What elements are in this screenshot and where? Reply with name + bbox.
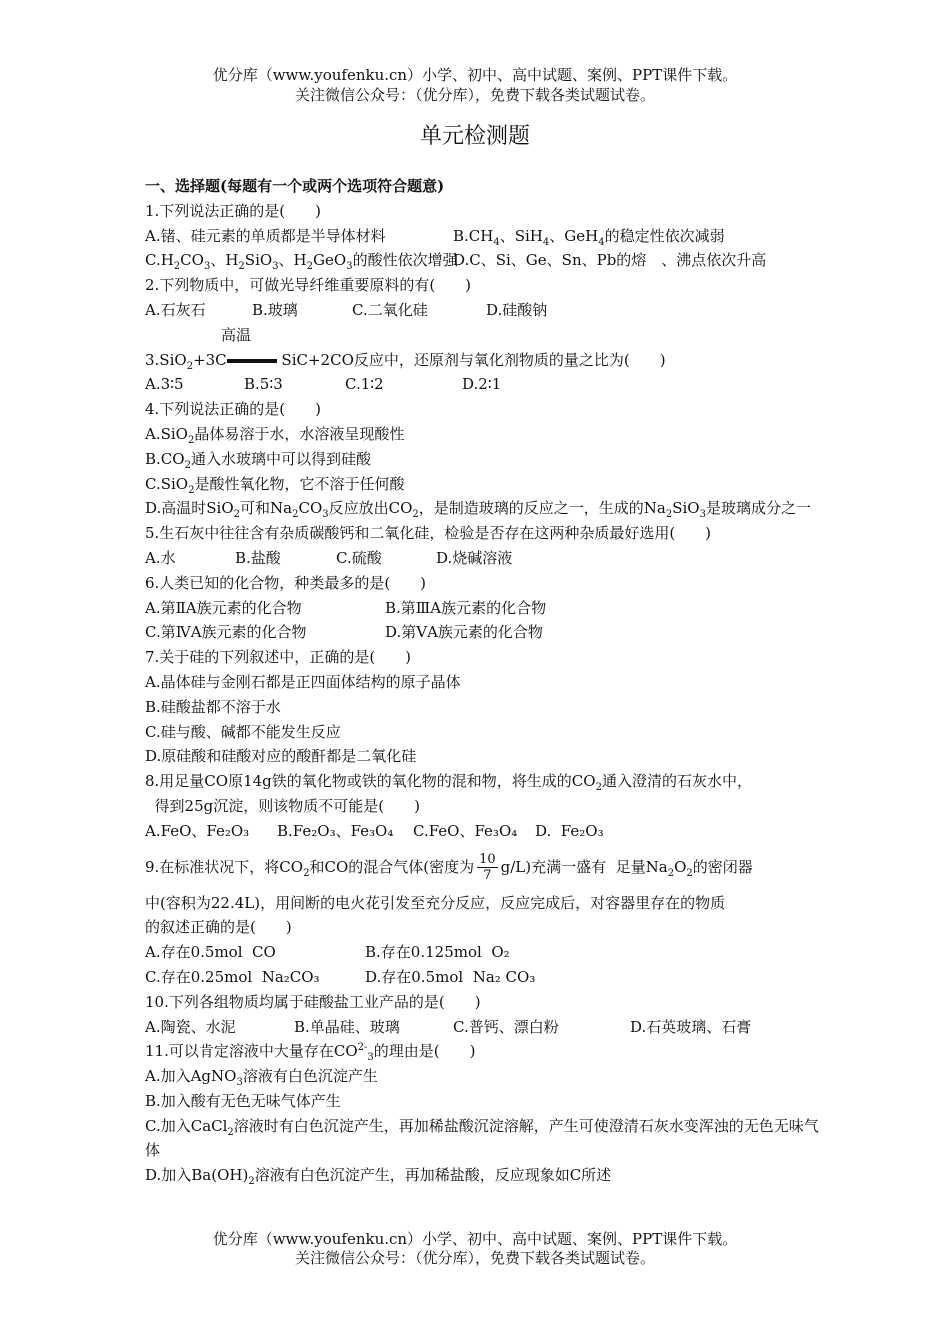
q11-option-a: A.加入AgNO$_3$溶液有白色沉淀产生 [145,1067,378,1089]
q1-options-cd [145,248,825,273]
q6-options-ab [145,596,825,621]
q9-stem-line-3: 的叙述正确的是( ) [145,918,292,937]
density-fraction: $\frac{10}{7}$ [479,852,496,884]
q2-options [145,298,825,323]
q9-stem-line-2: 中(容积为22.4L)，用间断的电火花引发至充分反应，反应完成后，对容器里存在的物质 [145,893,726,912]
q4-option-d: D.高温时SiO$_2$可和$Na_2CO_3$反应放出$CO_2$，是制造玻璃的反应之一，生成的$Na_2SiO_3$是玻璃成分之一 [145,499,811,521]
q5-option-b: B.盐酸 [235,548,281,567]
q6-option-c: C.第ⅣA族元素的化合物 [145,623,307,642]
q6-stem: 6.人类已知的化合物，种类最多的是( ) [145,573,427,592]
q1-stem: 1.下列说法正确的是( ) [145,201,322,220]
q6-option-d: D.第ⅤA族元素的化合物 [385,623,543,642]
q8-options [145,819,825,844]
q1-option-a: A.锗、硅元素的单质都是半导体材料 [145,226,386,245]
q3-reaction-condition: 高温 [221,325,252,344]
q11-option-d: D.加入$Ba(OH)_2$溶液有白色沉淀产生，再加稀盐酸，反应现象如C所述 [145,1166,612,1188]
q1-options-ab [145,224,825,249]
q1-option-b: $B.CH_4$、SiH$_4$、GeH$_4$的稳定性依次减弱 [453,226,725,248]
q10-stem: 10.下列各组物质均属于硅酸盐工业产品的是( ) [145,992,481,1011]
q7-option-d: D.原硅酸和硅酸对应的酸酐都是二氧化硅 [145,747,417,766]
q9-options-cd [145,965,825,990]
q7-option-a: A.晶体硅与金刚石都是正四面体结构的原子晶体 [145,672,461,691]
q10-options [145,1015,825,1040]
q8-option-c: C.FeO、Fe₃O₄ [413,821,518,840]
q8-option-a: A.FeO、Fe₂O₃ [145,821,250,840]
q8-stem: 8.用足量CO原14g铁的氧化物或铁的氧化物的混和物，将生成的$CO_2$通入澄清的石灰水中， [145,772,752,794]
q3-option-c: C.1∶2 [345,375,384,394]
q1-option-d: D.C、Si、Ge、Sn、Pb的熔 、沸点依次升高 [453,251,767,270]
q3-option-a: A.3∶5 [145,375,184,394]
q8-stem-continued: 得到25g沉淀，则该物质不可能是( ) [145,796,420,815]
q10-option-c: C.普钙、漂白粉 [453,1017,559,1036]
q9-option-d: D.存在0.5mol Na₂ CO₃ [365,967,536,986]
header-line-1: 优分库（www.youfenku.cn）小学、初中、高中试题、案例、PPT课件下载。 [212,66,738,84]
q7-stem: 7.关于硅的下列叙述中，正确的是( ) [145,648,412,667]
q6-options-cd [145,620,825,645]
q5-option-a: A.水 [145,548,176,567]
q5-options [145,546,825,571]
q8-option-d: D. Fe₂O₃ [535,821,604,840]
footer-line-1: 优分库（www.youfenku.cn）小学、初中、高中试题、案例、PPT课件下载。 [212,1230,738,1248]
q2-stem: 2.下列物质中，可做光导纤维重要原料的有( ) [145,276,472,295]
q9-stem: 9.在标准状况下，将$CO_2$和CO的混合气体(密度为 $\frac{10}{7}$ g/L)充满一盛有 足量$Na_2O_2$的密闭器 [145,852,753,884]
q3-option-d: D.2∶1 [462,375,502,394]
footer-line-2: 关注微信公众号：（优分库），免费下载各类试题试卷。 [294,1249,655,1267]
q3-options [145,372,825,397]
q2-option-b: B.玻璃 [252,300,298,319]
q9-options-ab [145,940,825,965]
q7-option-c: C.硅与酸、碱都不能发生反应 [145,722,341,741]
q1-option-c: $C.H_2CO_3$、$H_2SiO_3$、$H_2GeO_3$的酸性依次增强 [145,251,458,273]
q11-option-b: B.加入酸有无色无味气体产生 [145,1091,341,1110]
reaction-arrow-bar [227,359,277,363]
q11-option-c: C.加入CaCl$_2$溶液时有白色沉淀产生，再加稀盐酸沉淀溶解，产生可使澄清石灰水变浑浊的无色无味气体 [145,1116,819,1160]
q10-option-b: B.单晶硅、玻璃 [294,1017,400,1036]
q3-option-b: B.5∶3 [244,375,283,394]
q8-option-b: B.Fe₂O₃、Fe₃O₄ [277,821,394,840]
q3-stem: 3.SiO$_2$+3C SiC+2CO反应中，还原剂与氧化剂物质的量之比为( ) [145,350,666,372]
header-line-2: 关注微信公众号：（优分库），免费下载各类试题试卷。 [294,86,655,104]
q9-option-a: A.存在0.5mol CO [145,943,276,962]
q2-option-a: A.石灰石 [145,300,206,319]
q6-option-b: B.第ⅢA族元素的化合物 [385,598,547,617]
q10-option-d: D.石英玻璃、石膏 [630,1017,752,1036]
q4-option-b: $B.CO_2$通入水玻璃中可以得到硅酸 [145,449,371,471]
q2-option-c: C.二氧化硅 [352,300,428,319]
q5-stem: 5.生石灰中往往含有杂质碳酸钙和二氧化硅，检验是否存在这两种杂质最好选用( ) [145,524,712,543]
page-title: 单元检测题 [419,124,530,149]
q7-option-b: B.硅酸盐都不溶于水 [145,697,281,716]
q9-option-c: C.存在0.25mol Na₂CO₃ [145,967,320,986]
q10-option-a: A.陶瓷、水泥 [145,1017,236,1036]
q4-option-a: A.SiO$_2$晶体易溶于水，水溶液呈现酸性 [145,424,405,446]
question-list [145,174,825,1188]
section-heading: 一、选择题(每题有一个或两个选项符合题意) [145,177,445,195]
q5-option-c: C.硫酸 [336,548,382,567]
q11-stem: 11.可以肯定溶液中大量存在$CO^{2-}_3$的理由是( ) [145,1042,476,1064]
q4-stem: 4.下列说法正确的是( ) [145,400,322,419]
q6-option-a: A.第ⅡA族元素的化合物 [145,598,302,617]
q4-option-c: C.SiO$_2$是酸性氧化物，它不溶于任何酸 [145,474,405,496]
q9-option-b: B.存在0.125mol O₂ [365,943,510,962]
q5-option-d: D.烧碱溶液 [436,548,513,567]
q2-option-d: D.硅酸钠 [486,300,548,319]
